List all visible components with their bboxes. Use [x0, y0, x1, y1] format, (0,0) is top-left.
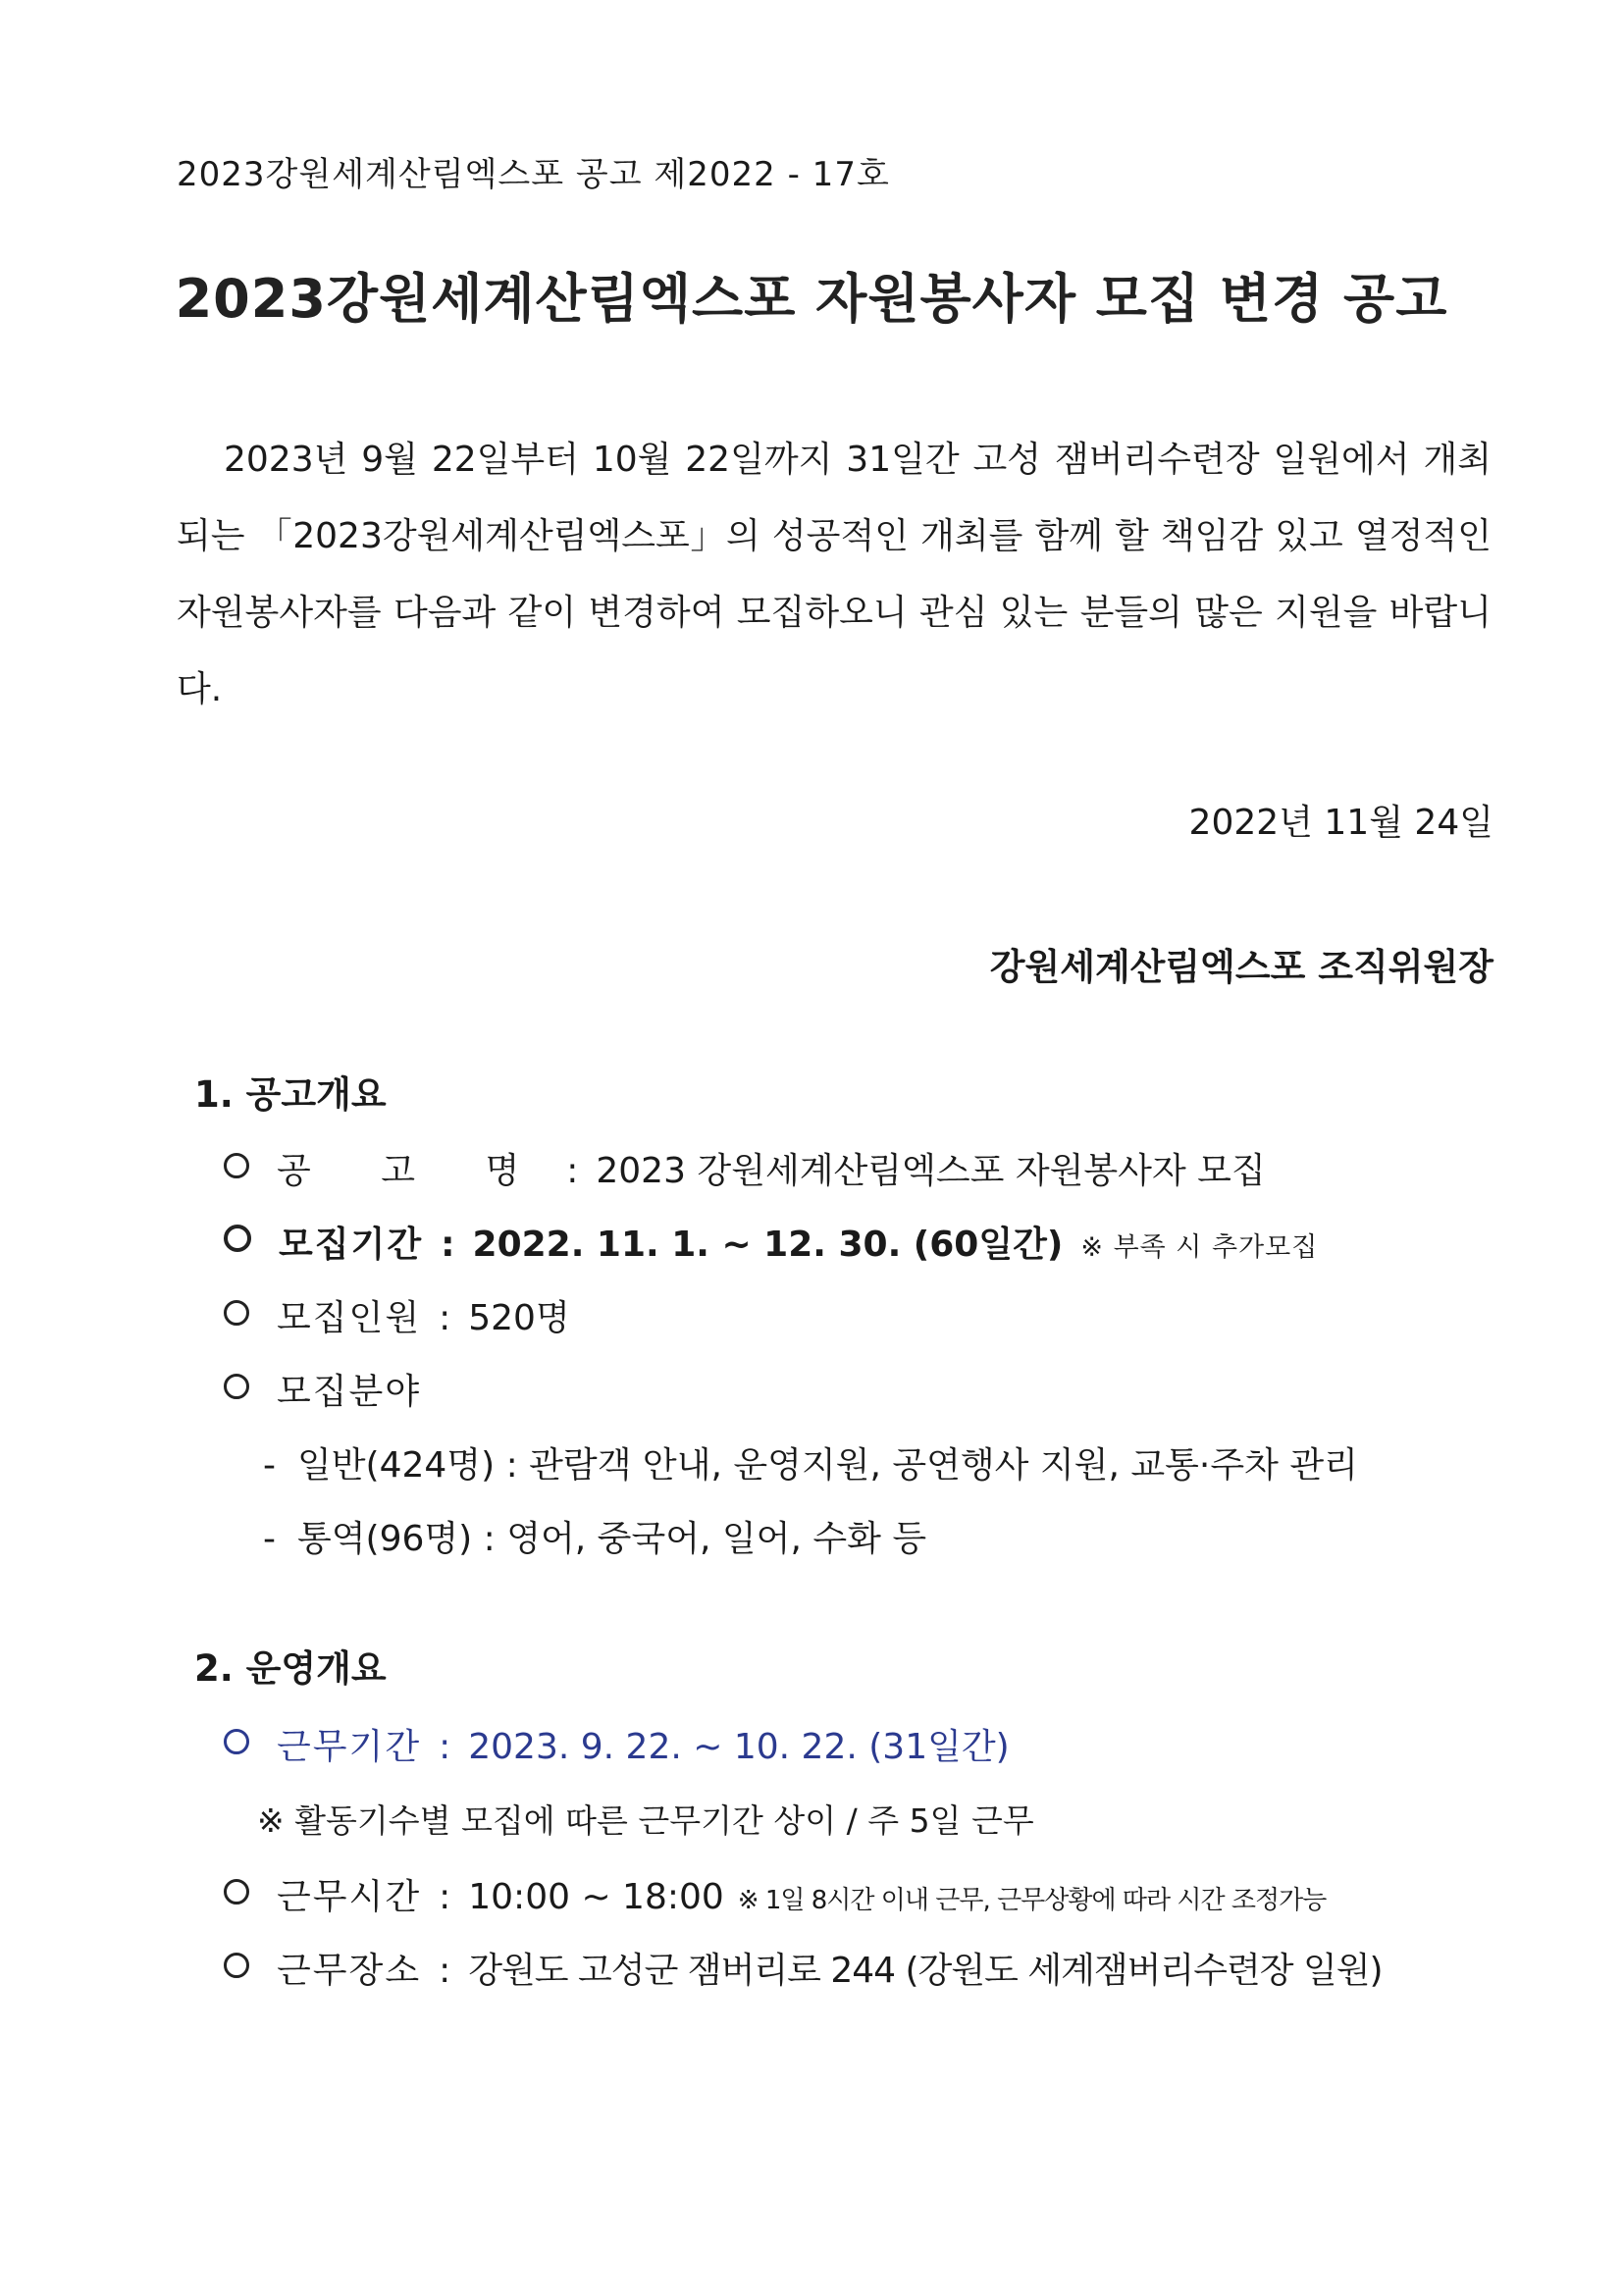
intro-paragraph — [177, 422, 1492, 728]
dash-icon: - — [263, 1519, 276, 1559]
hollow-circle-icon — [224, 1374, 249, 1399]
colon: : — [441, 1225, 455, 1265]
hollow-circle-icon — [224, 1953, 249, 1978]
row-value: 2023. 9. 22. ~ 10. 22. (31일간) — [468, 1727, 1010, 1767]
colon: : — [439, 1951, 451, 1991]
hollow-circle-icon — [224, 1300, 249, 1326]
notice-date: 2022년 11월 24일 — [1188, 803, 1493, 843]
notice-number: 2023강원세계산림엑스포 공고 제2022 - 17호 — [177, 155, 890, 194]
colon: : — [439, 1727, 451, 1767]
row-label: 근무기간 — [277, 1727, 422, 1767]
row-note: ※ 부족 시 추가모집 — [1080, 1232, 1319, 1263]
row-recruit-field — [224, 1364, 421, 1414]
row-label: 모집인원 — [277, 1298, 422, 1338]
hollow-circle-icon — [224, 1729, 249, 1754]
colon: : — [566, 1151, 579, 1191]
row-value: 2023 강원세계산림엑스포 자원봉사자 모집 — [596, 1151, 1266, 1191]
issuer: 강원세계산림엑스포 조직위원장 — [989, 946, 1493, 988]
row-note: ※ 1일 8시간 이내 근무, 근무상황에 따라 시간 조정가능 — [737, 1886, 1327, 1915]
dash-icon: - — [263, 1445, 276, 1486]
row-recruit-period — [224, 1217, 1318, 1267]
row-work-place — [224, 1943, 1383, 1993]
row-work-time — [224, 1869, 1326, 1919]
row-recruit-count — [224, 1290, 570, 1340]
row-notice-name — [224, 1143, 1266, 1193]
field-text: 일반(424명) : 관람객 안내, 운영지원, 공연행사 지원, 교통·주차 관리 — [297, 1445, 1358, 1486]
row-label: 모집기간 — [279, 1225, 424, 1265]
hollow-circle-icon — [224, 1879, 249, 1905]
row-label: 공 고 명 — [277, 1151, 550, 1191]
row-value: 10:00 ~ 18:00 — [468, 1877, 724, 1917]
colon: : — [439, 1298, 451, 1338]
colon: : — [439, 1877, 451, 1917]
hollow-circle-icon — [224, 1225, 251, 1252]
field-general — [263, 1437, 1358, 1487]
section-heading-operation: 2. 운영개요 — [194, 1647, 387, 1690]
row-label: 근무장소 — [277, 1951, 422, 1991]
intro-text: 2023년 9월 22일부터 10월 22일까지 31일간 고성 잼버리수련장 일원에서 개최되는 「2023강원세계산림엑스포」의 성공적인 개최를 함께 할 책임감 있고 열정적인 자원봉사자를 다음과 같이 변경하여 모집하오니 관심 있는 분들의 많은 지원을 바랍니다. — [177, 440, 1492, 709]
field-text: 통역(96명) : 영어, 중국어, 일어, 수화 등 — [297, 1519, 927, 1559]
hollow-circle-icon — [224, 1153, 249, 1178]
row-value: 2022. 11. 1. ~ 12. 30. (60일간) — [472, 1225, 1064, 1265]
page-title: 2023강원세계산림엑스포 자원봉사자 모집 변경 공고 — [175, 268, 1448, 330]
row-label: 근무시간 — [277, 1877, 422, 1917]
work-period-note: ※ 활동기수별 모집에 따른 근무기간 상이 / 주 5일 근무 — [257, 1801, 1034, 1840]
row-work-period — [224, 1719, 1010, 1769]
section-heading-overview: 1. 공고개요 — [194, 1073, 387, 1116]
row-label: 모집분야 — [277, 1372, 422, 1412]
row-value: 520명 — [468, 1298, 570, 1338]
field-interpretation — [263, 1511, 926, 1561]
row-value: 강원도 고성군 잼버리로 244 (강원도 세계잼버리수련장 일원) — [468, 1951, 1383, 1991]
